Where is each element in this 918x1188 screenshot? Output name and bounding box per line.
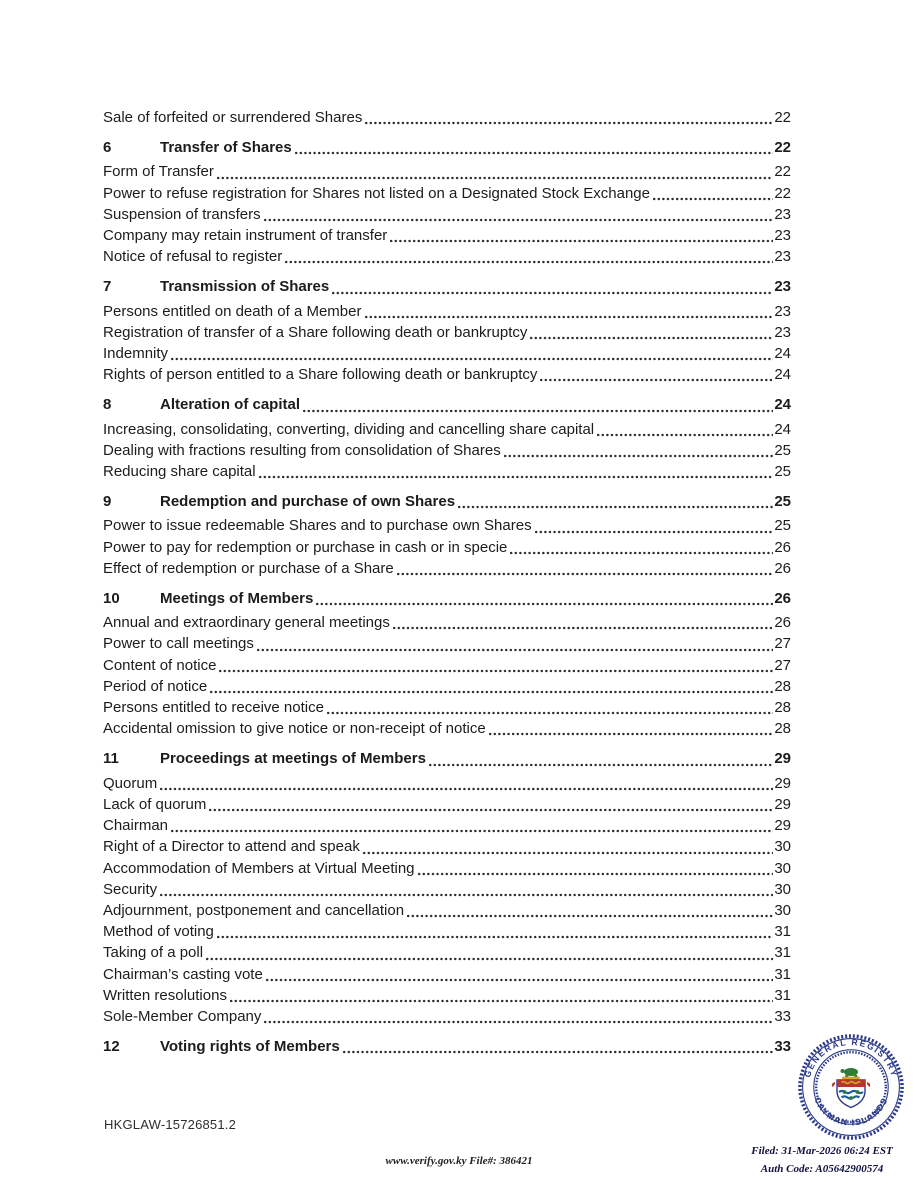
entry-title: Increasing, consolidating, converting, dividing and cancelling share capital — [103, 420, 595, 438]
registry-seal-icon — [796, 1032, 906, 1142]
entry-page-number: 30 — [774, 859, 791, 877]
toc-entry — [103, 461, 791, 482]
general-registry-seal — [796, 1032, 906, 1142]
entry-title: Transfer of Shares — [160, 139, 292, 157]
entry-page-number: 22 — [774, 139, 791, 157]
entry-page-number: 26 — [774, 538, 791, 556]
dot-leader — [540, 378, 773, 382]
entry-page-number: 31 — [774, 986, 791, 1004]
toc-entry — [103, 676, 791, 697]
entry-title: Annual and extraordinary general meetings — [103, 614, 390, 632]
toc-entry — [103, 246, 791, 267]
dot-leader — [209, 808, 773, 812]
entry-page-number: 22 — [774, 163, 791, 181]
dot-leader — [171, 357, 773, 361]
dot-leader — [230, 999, 773, 1003]
dot-leader — [259, 475, 774, 479]
dot-leader — [597, 433, 773, 437]
entry-page-number: 24 — [774, 345, 791, 363]
entry-page-number: 29 — [774, 817, 791, 835]
entry-page-number: 23 — [774, 227, 791, 245]
entry-title: Sale of forfeited or surrendered Shares — [103, 109, 363, 126]
entry-page-number: 31 — [774, 923, 791, 941]
entry-title: Form of Transfer — [103, 163, 214, 181]
toc-entry — [103, 322, 791, 343]
dot-leader — [210, 690, 773, 694]
entry-page-number: 25 — [774, 463, 791, 481]
filing-stamp — [737, 1142, 907, 1178]
entry-page-number: 23 — [774, 302, 791, 320]
dot-leader — [295, 151, 774, 155]
entry-title: Registration of transfer of a Share following death or bankruptcy — [103, 323, 528, 341]
entry-title: Dealing with fractions resulting from consolidation of Shares — [103, 441, 501, 459]
entry-page-number: 26 — [774, 559, 791, 577]
toc-entry — [103, 921, 791, 942]
entry-page-number: 29 — [774, 750, 791, 768]
entry-page-number: 31 — [774, 944, 791, 962]
dot-leader — [285, 260, 773, 264]
dot-leader — [530, 336, 773, 340]
dot-leader — [489, 732, 774, 736]
entry-page-number: 23 — [774, 248, 791, 266]
entry-page-number: 28 — [774, 699, 791, 717]
seal-ring-bottom-text: CAYMAN ISLANDS — [812, 1095, 890, 1128]
entry-title: Persons entitled on death of a Member — [103, 302, 362, 320]
toc-entry — [103, 655, 791, 676]
toc-entry — [103, 815, 791, 836]
document-reference: HKGLAW-15726851.2 — [104, 1117, 237, 1132]
dot-leader — [332, 291, 773, 295]
toc-entry — [103, 964, 791, 985]
entry-title: Accommodation of Members at Virtual Meeting — [103, 859, 415, 877]
entry-page-number: 27 — [774, 656, 791, 674]
entry-title: Method of voting — [103, 923, 214, 941]
section-number: 10 — [103, 590, 120, 608]
toc-entry — [103, 748, 791, 769]
toc-entry — [103, 491, 791, 512]
toc-entry — [103, 1036, 791, 1057]
entry-title: Proceedings at meetings of Members — [160, 750, 426, 768]
entry-page-number: 29 — [774, 795, 791, 813]
entry-title: Taking of a poll — [103, 944, 204, 962]
dot-leader — [510, 551, 773, 555]
dot-leader — [160, 787, 773, 791]
entry-title: Effect of redemption or purchase of a Share — [103, 559, 394, 577]
filed-date: Filed: 31-Mar-2026 06:24 EST — [751, 1145, 893, 1157]
toc-entry — [103, 836, 791, 857]
entry-title: Period of notice — [103, 677, 208, 695]
entry-title: Adjournment, postponement and cancellation — [103, 901, 405, 919]
dot-leader — [397, 572, 774, 576]
section-number: 6 — [103, 139, 112, 157]
entry-page-number: 28 — [774, 720, 791, 738]
dot-leader — [393, 626, 773, 630]
entry-title: Reducing share capital — [103, 463, 256, 481]
section-number: 9 — [103, 493, 112, 511]
entry-page-number: 24 — [774, 396, 791, 414]
entry-title: Chairman — [103, 817, 169, 835]
dot-leader — [160, 893, 773, 897]
entry-title: Transmission of Shares — [160, 278, 330, 296]
entry-page-number: 25 — [774, 517, 791, 535]
section-number: 7 — [103, 278, 112, 296]
entry-title: Indemnity — [103, 345, 169, 363]
entry-page-number: 23 — [774, 278, 791, 296]
dot-leader — [264, 1020, 773, 1024]
dot-leader — [219, 669, 773, 673]
toc-entry — [103, 394, 791, 415]
entry-page-number: 33 — [774, 1007, 791, 1025]
dot-leader — [418, 872, 774, 876]
seal-ring-top-text: GENERAL REGISTRY — [802, 1036, 900, 1079]
dot-leader — [363, 851, 773, 855]
entry-title: Voting rights of Members — [160, 1038, 340, 1056]
entry-title: Redemption and purchase of own Shares — [160, 493, 456, 511]
dot-leader — [365, 121, 773, 125]
dot-leader — [429, 763, 773, 767]
entry-title: Power to pay for redemption or purchase in cash or in specie — [103, 538, 508, 556]
toc-entry — [103, 276, 791, 297]
toc-entry — [103, 612, 791, 633]
dot-leader — [407, 914, 773, 918]
entry-title: Suspension of transfers — [103, 205, 261, 223]
dot-leader — [257, 648, 773, 652]
section-number: 11 — [103, 750, 119, 768]
section-number: 12 — [103, 1038, 120, 1056]
toc-entry — [103, 588, 791, 609]
toc-entry — [103, 794, 791, 815]
entry-page-number: 33 — [774, 1038, 791, 1056]
toc-entry — [103, 137, 791, 158]
entry-page-number: 25 — [774, 493, 791, 511]
entry-page-number: 30 — [774, 880, 791, 898]
dot-leader — [316, 602, 773, 606]
entry-title: Notice of refusal to register — [103, 248, 283, 266]
table-of-contents — [103, 107, 791, 1060]
dot-leader — [458, 505, 773, 509]
entry-page-number: 29 — [774, 774, 791, 792]
toc-entry — [103, 697, 791, 718]
entry-title: Power to issue redeemable Shares and to purchase own Shares — [103, 517, 532, 535]
toc-entry — [103, 537, 791, 558]
dot-leader — [390, 239, 773, 243]
entry-title: Alteration of capital — [160, 396, 301, 414]
toc-entry — [103, 364, 791, 385]
dot-leader — [217, 176, 773, 180]
entry-title: Lack of quorum — [103, 795, 207, 813]
dot-leader — [504, 454, 774, 458]
entry-title: Chairman’s casting vote — [103, 965, 263, 983]
coat-of-arms-icon — [832, 1068, 870, 1108]
entry-title: Rights of person entitled to a Share following death or bankruptcy — [103, 366, 538, 384]
entry-title: Sole-Member Company — [103, 1007, 262, 1025]
dot-leader — [206, 957, 773, 961]
entry-page-number: 23 — [774, 323, 791, 341]
dot-leader — [365, 315, 774, 319]
entry-page-number: 24 — [774, 366, 791, 384]
entry-page-number: 22 — [774, 109, 791, 126]
toc-entry — [103, 225, 791, 246]
entry-title: Quorum — [103, 774, 158, 792]
entry-title: Security — [103, 880, 158, 898]
entry-title: Accidental omission to give notice or non-receipt of notice — [103, 720, 486, 738]
dot-leader — [343, 1050, 774, 1054]
toc-entry — [103, 343, 791, 364]
dot-leader — [303, 409, 773, 413]
entry-title: Right of a Director to attend and speak — [103, 838, 360, 856]
entry-page-number: 30 — [774, 901, 791, 919]
entry-title: Power to call meetings — [103, 635, 254, 653]
toc-entry — [103, 858, 791, 879]
toc-entry — [103, 718, 791, 739]
toc-entry — [103, 440, 791, 461]
entry-title: Company may retain instrument of transfer — [103, 227, 388, 245]
dot-leader — [171, 829, 773, 833]
toc-entry — [103, 161, 791, 182]
entry-page-number: 26 — [774, 614, 791, 632]
dot-leader — [264, 218, 774, 222]
auth-code: Auth Code: A05642900574 — [760, 1163, 884, 1175]
toc-entry — [103, 985, 791, 1006]
entry-page-number: 23 — [774, 205, 791, 223]
entry-page-number: 28 — [774, 677, 791, 695]
toc-entry — [103, 204, 791, 225]
toc-entry — [103, 515, 791, 536]
entry-page-number: 31 — [774, 965, 791, 983]
dot-leader — [535, 530, 774, 534]
dot-leader — [266, 978, 774, 982]
toc-entry — [103, 773, 791, 794]
entry-page-number: 26 — [774, 590, 791, 608]
toc-entry — [103, 879, 791, 900]
entry-title: Content of notice — [103, 656, 217, 674]
entry-title: Written resolutions — [103, 986, 227, 1004]
dot-leader — [653, 197, 773, 201]
toc-entry — [103, 301, 791, 322]
section-number: 8 — [103, 396, 112, 414]
toc-entry — [103, 900, 791, 921]
toc-entry — [103, 633, 791, 654]
toc-entry — [103, 1006, 791, 1027]
dot-leader — [327, 711, 773, 715]
toc-entry — [103, 419, 791, 440]
entry-page-number: 25 — [774, 441, 791, 459]
entry-title: Meetings of Members — [160, 590, 314, 608]
verify-file-number: www.verify.gov.ky File#: 386421 — [385, 1155, 533, 1167]
entry-page-number: 24 — [774, 420, 791, 438]
dot-leader — [217, 935, 773, 939]
entry-page-number: 22 — [774, 184, 791, 202]
entry-page-number: 27 — [774, 635, 791, 653]
toc-entry — [103, 107, 791, 128]
toc-entry — [103, 558, 791, 579]
entry-title: Persons entitled to receive notice — [103, 699, 324, 717]
toc-entry — [103, 183, 791, 204]
toc-entry — [103, 942, 791, 963]
entry-title: Power to refuse registration for Shares not listed on a Designated Stock Exchange — [103, 184, 650, 202]
entry-page-number: 30 — [774, 838, 791, 856]
